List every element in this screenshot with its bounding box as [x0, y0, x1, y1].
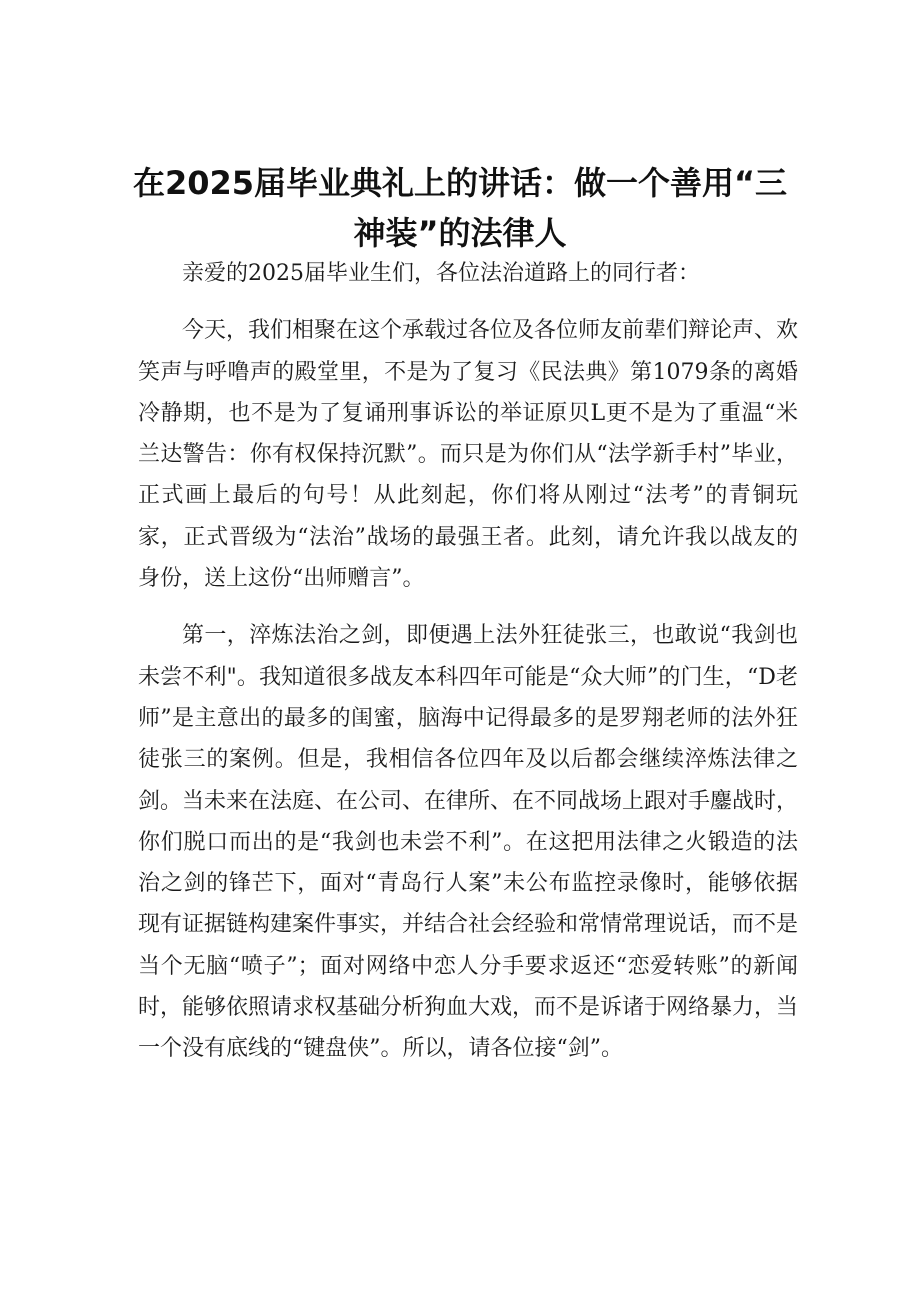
greeting-paragraph: 亲爱的2025届毕业生们，各位法治道路上的同行者：	[182, 261, 700, 286]
body-paragraph: 第一，淬炼法治之剑，即便遇上法外狂徒张三，也敢说“我剑也未尝不利"。我知道很多战友本科四年可能是“众大师”的门生，“D老师”是主意出的最多的闺蜜，脑海中记得最多的是罗翔老师的法外狂徒张三的案例。但是，我相信各位四年及以后都会继续淬炼法律之剑。当未来在法庭、在公司、在律所、在不同战场上跟对手鏖战时，你们脱口而出的是“我剑也未尝不利”。在这把用法律之火锻造的法治之剑的锋芒下，面对“青岛行人案”未公布监控录像时，能够依据现有证据链构建案件事实，并结合社会经验和常情常理说话，而不是当个无脑“喷子”；面对网络中恋人分手要求返还“恋爱转账”的新闻时，能够依照请求权基础分析狗血大戏，而不是诉诸于网络暴力，当一个没有底线的“键盘侠”。所以，请各位接“剑”。	[138, 623, 799, 1062]
document-body	[138, 253, 798, 1070]
document-title: 在2025届毕业典礼上的讲话：做一个善用“三神装”的法律人	[132, 164, 788, 252]
body-paragraph: 今天，我们相聚在这个承载过各位及各位师友前辈们辩论声、欢笑声与呼噜声的殿堂里，不是为了复习《民法典》第1079条的离婚冷静期，也不是为了复诵刑事诉讼的举证原贝L更不是为了重温“米兰达警告：你有权保持沉默”。而只是为你们从“法学新手村”毕业，正式画上最后的句号！从此刻起，你们将从刚过“法考”的青铜玩家，正式晋级为“法治”战场的最强王者。此刻，请允许我以战友的身份，送上这份“出师赠言”。	[138, 318, 799, 592]
